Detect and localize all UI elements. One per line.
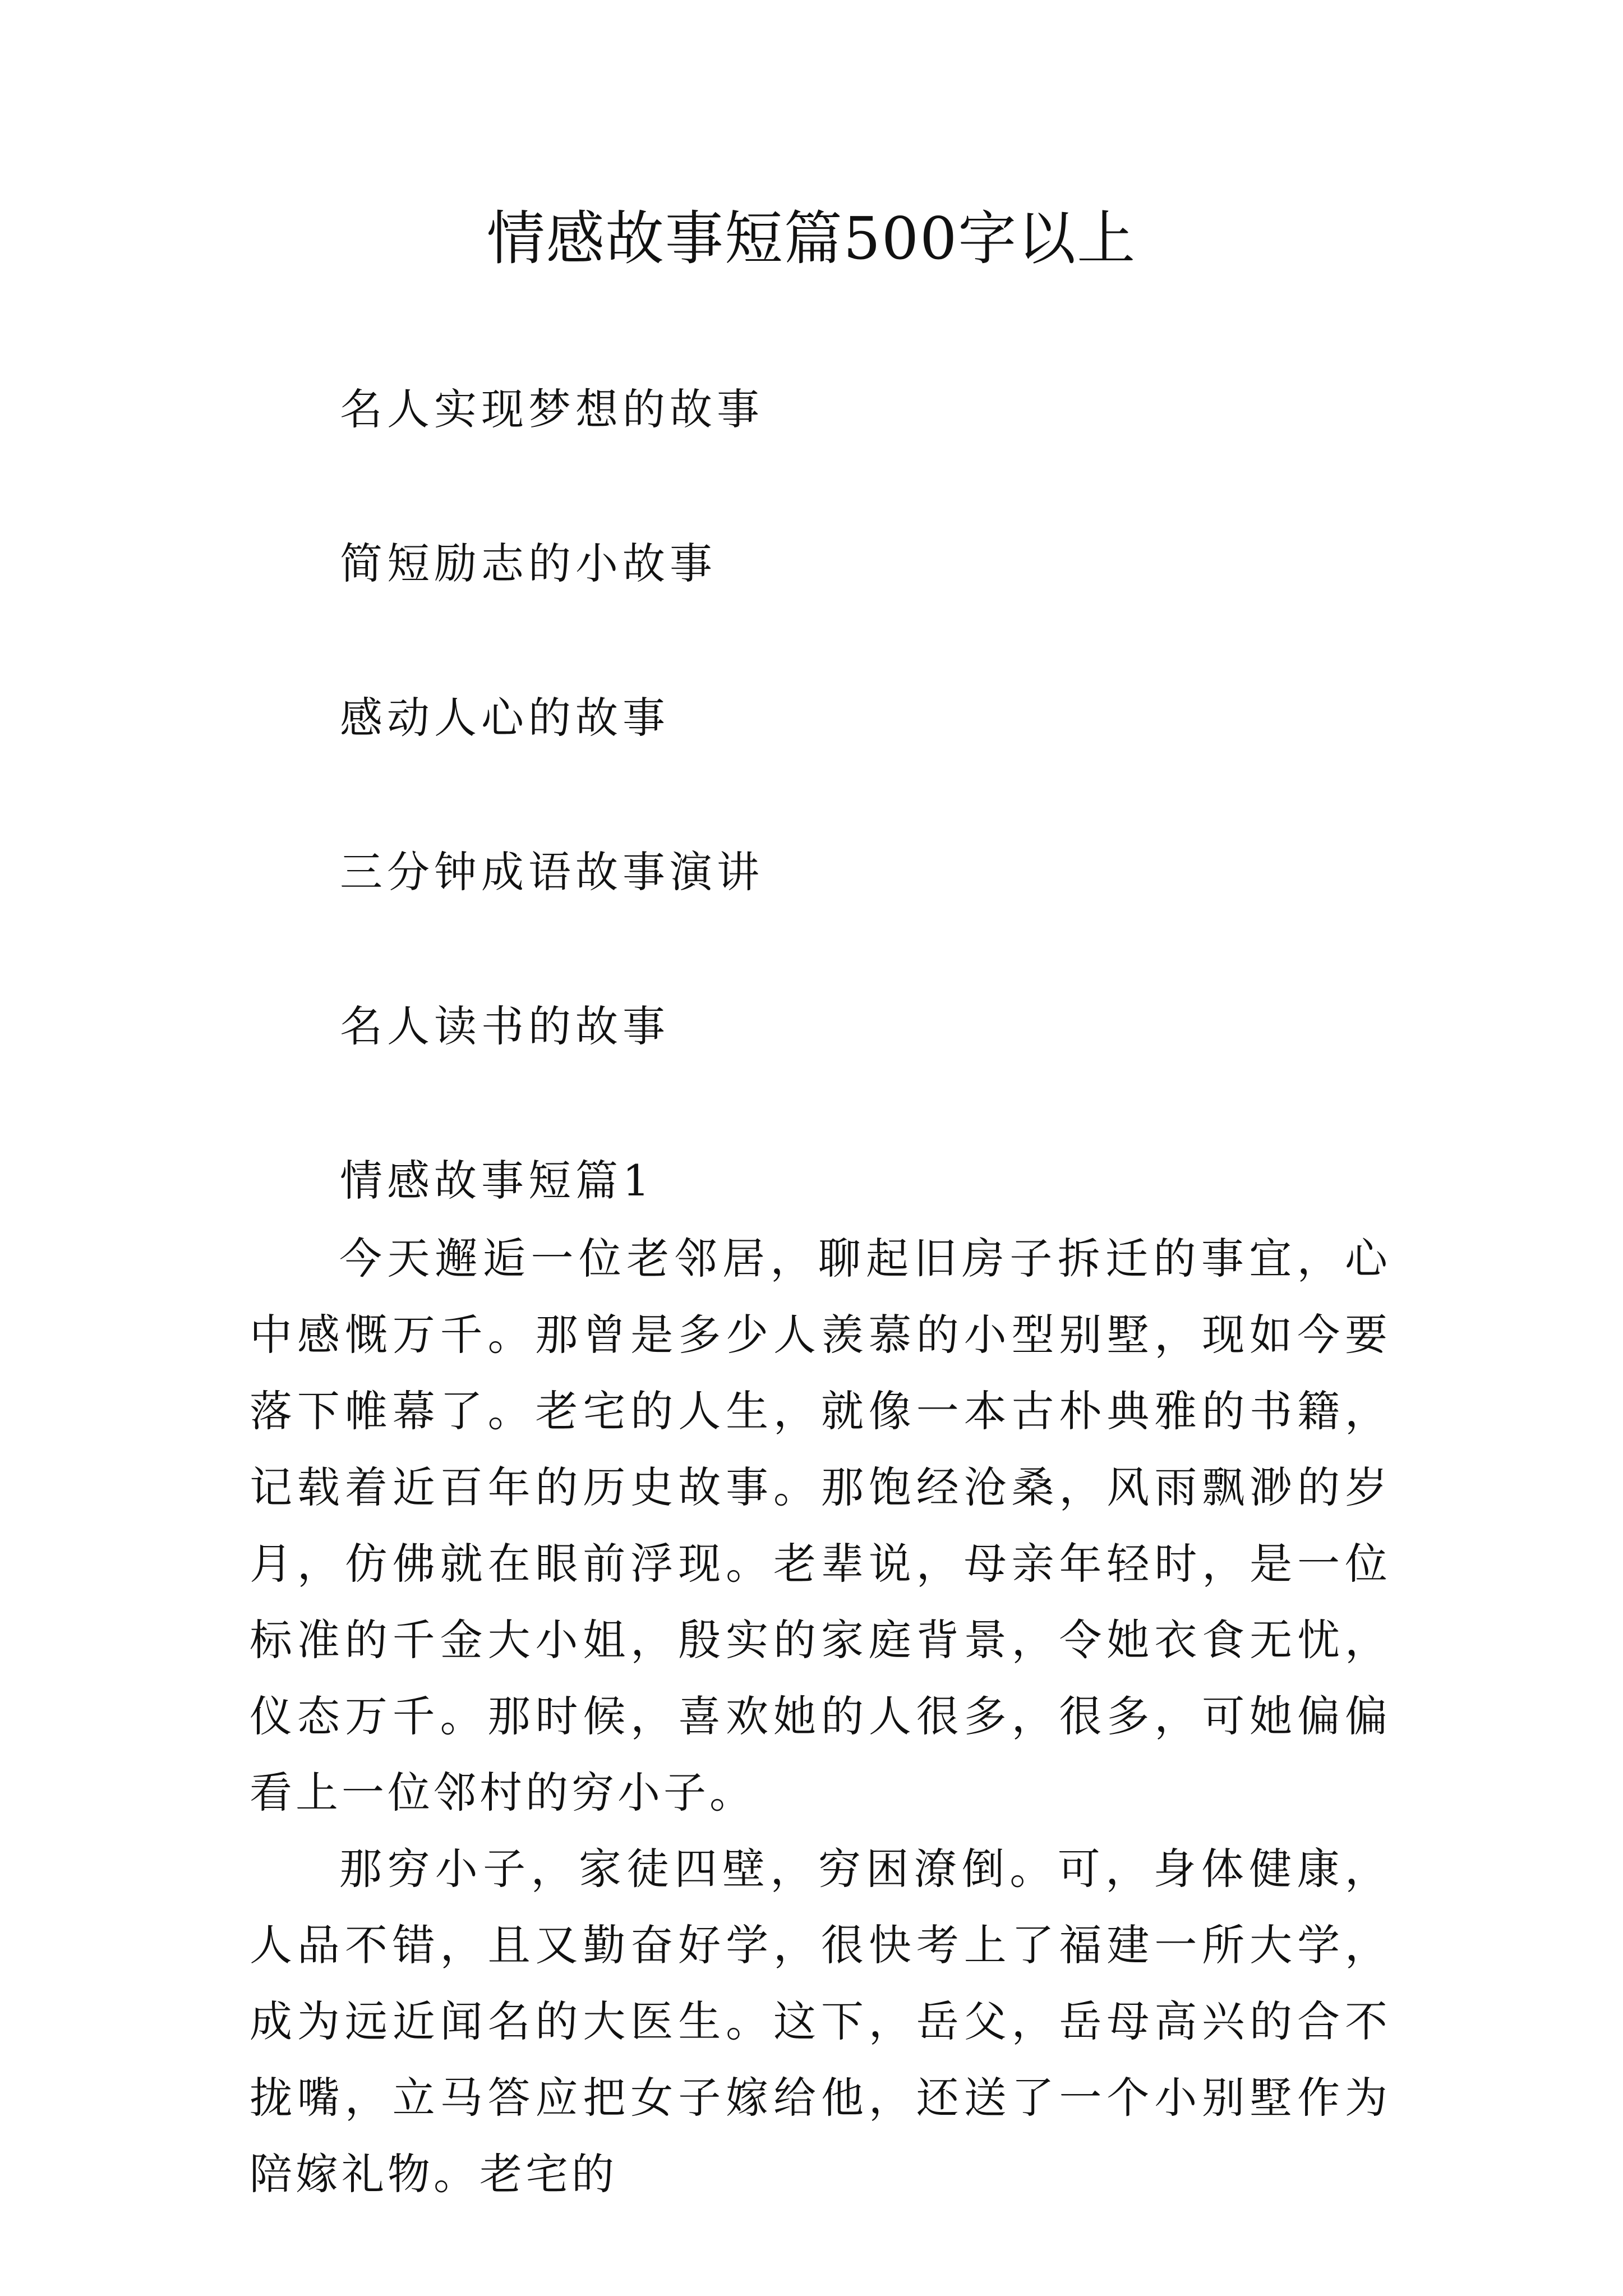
toc-item: 名人实现梦想的故事 bbox=[340, 384, 764, 434]
toc-item: 三分钟成语故事演讲 bbox=[340, 847, 764, 897]
toc-item: 简短励志的小故事 bbox=[340, 539, 717, 588]
paragraph: 今天邂逅一位老邻居，聊起旧房子拆迁的事宜，心中感慨万千。那曾是多少人羡慕的小型别墅，现如今要落下帷幕了。老宅的人生，就像一本古朴典雅的书籍，记载着近百年的历史故事。那饱经沧桑，风雨飘渺的岁月，仿佛就在眼前浮现。老辈说，母亲年轻时，是一位标准的千金大小姐，殷实的家庭背景，令她衣食无忧，仪态万千。那时候，喜欢她的人很多，很多，可她偏偏看上一位邻村的穷小子。 bbox=[250, 1234, 1391, 1818]
article-body bbox=[250, 1221, 1391, 2212]
toc-item: 感动人心的故事 bbox=[340, 693, 670, 743]
document-title: 情感故事短篇500字以上 bbox=[486, 204, 1137, 273]
toc-item: 名人读书的故事 bbox=[340, 1001, 670, 1051]
paragraph: 那穷小子，家徒四壁，穷困潦倒。可，身体健康，人品不错，且又勤奋好学，很快考上了福建一所大学，成为远近闻名的大医生。这下，岳父，岳母高兴的合不拢嘴，立马答应把女子嫁给他，还送了一个小别墅作为陪嫁礼物。老宅的 bbox=[250, 1844, 1391, 2199]
section-heading: 情感故事短篇1 bbox=[340, 1156, 654, 1205]
